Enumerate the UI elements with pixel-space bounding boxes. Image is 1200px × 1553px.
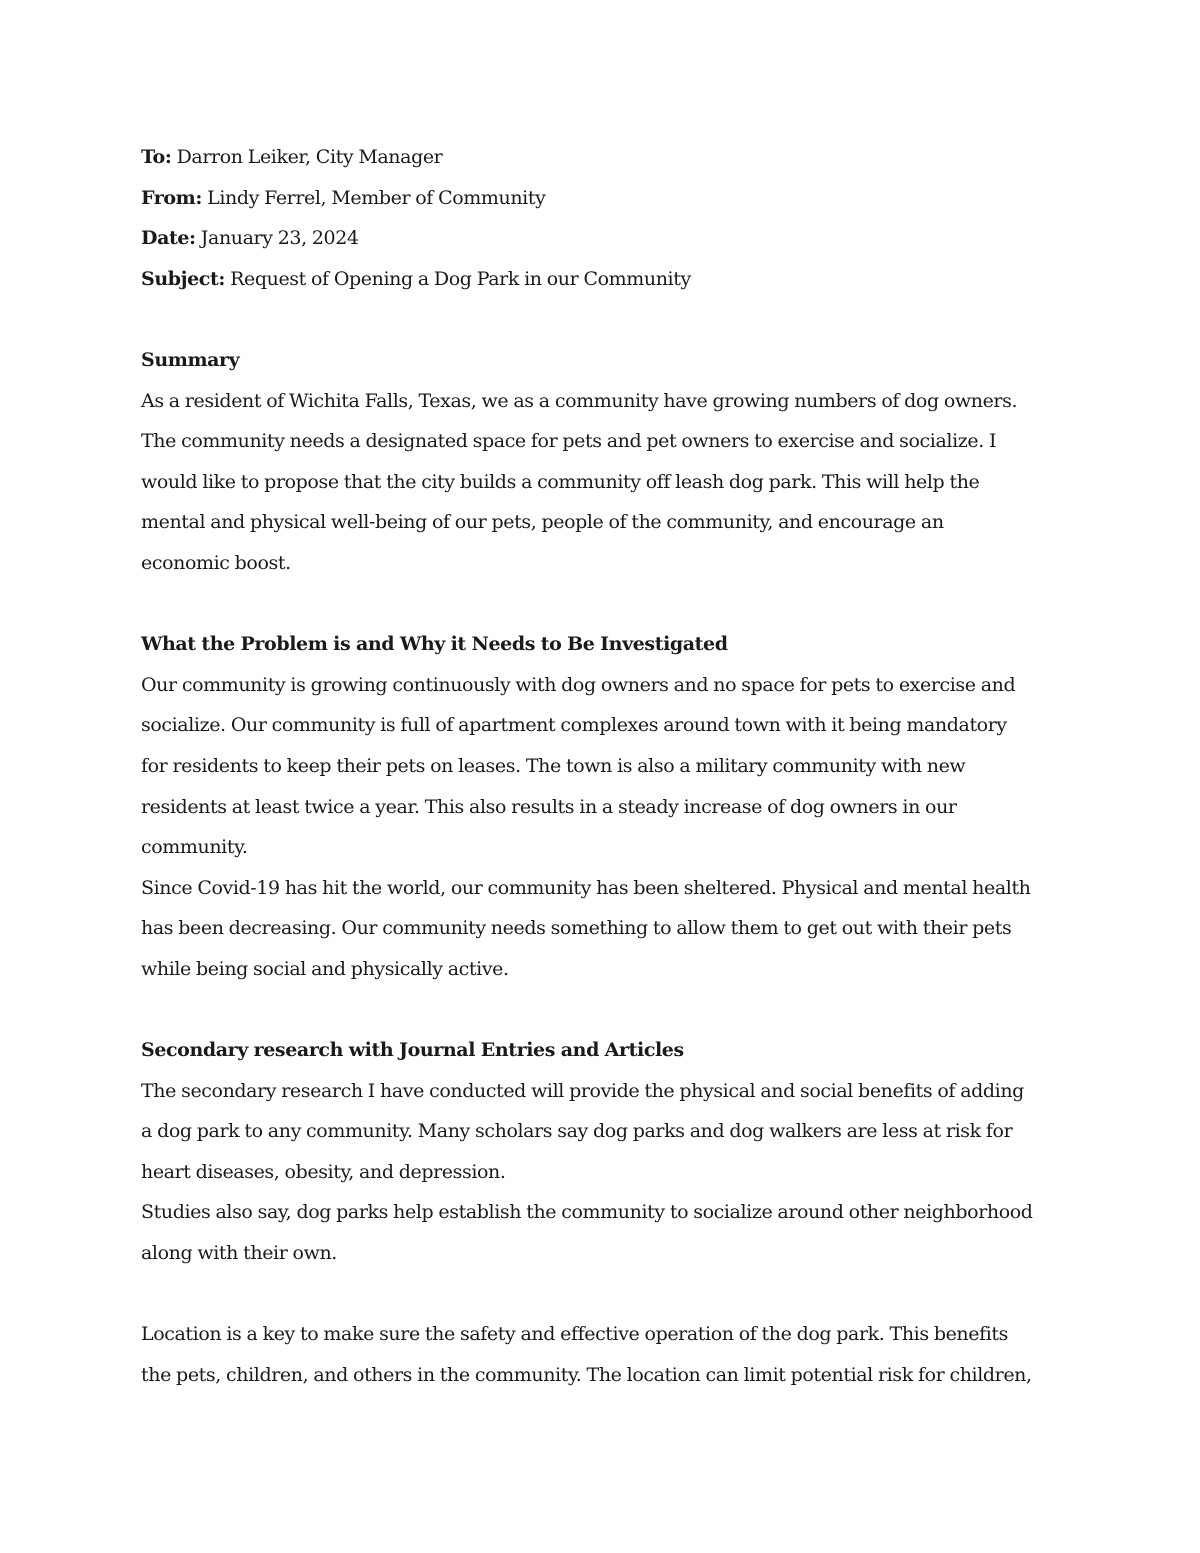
problem-line: Since Covid-19 has hit the world, our community has been sheltered. Physical and mental health	[141, 876, 1031, 899]
research-line: The secondary research I have conducted will provide the physical and social benefits of adding	[141, 1079, 1024, 1102]
spacer	[141, 584, 1071, 625]
spacer	[141, 299, 1071, 340]
summary-line: mental and physical well-being of our pets, people of the community, and encourage an	[141, 511, 944, 534]
research-line: heart diseases, obesity, and depression.	[141, 1160, 506, 1183]
location-line: Location is a key to make sure the safety and effective operation of the dog park. This benefits	[141, 1323, 1009, 1346]
subject-label: Subject:	[141, 267, 225, 290]
spacer	[141, 1274, 1071, 1315]
problem-line: residents at least twice a year. This also results in a steady increase of dog owners in our	[141, 795, 957, 818]
subject-value: Request of Opening a Dog Park in our Community	[224, 267, 691, 290]
from-value: Lindy Ferrel, Member of Community	[201, 186, 546, 209]
spacer	[141, 989, 1071, 1030]
summary-heading: Summary	[141, 348, 240, 371]
memo-from-line	[141, 178, 1071, 219]
memo-date-line	[141, 218, 1071, 259]
problem-line: community.	[141, 836, 248, 859]
summary-line: As a resident of Wichita Falls, Texas, we as a community have growing numbers of dog owners.	[141, 389, 1018, 412]
problem-line: has been decreasing. Our community needs something to allow them to get out with their pets	[141, 917, 1012, 940]
research-line: a dog park to any community. Many scholars say dog parks and dog walkers are less at risk for	[141, 1120, 1013, 1143]
research-line: along with their own.	[141, 1242, 337, 1265]
memo-to-line	[141, 137, 1071, 178]
problem-heading: What the Problem is and Why it Needs to Be Investigated	[141, 633, 728, 656]
date-label: Date:	[141, 227, 196, 250]
to-value: Darron Leiker, City Manager	[171, 146, 443, 168]
problem-line: Our community is growing continuously with dog owners and no space for pets to exercise and	[141, 673, 1016, 696]
summary-line: economic boost.	[141, 551, 291, 574]
date-value: January 23, 2024	[195, 227, 359, 250]
location-line: the pets, children, and others in the community. The location can limit potential risk for children,	[141, 1363, 1032, 1386]
research-line: Studies also say, dog parks help establish the community to socialize around other neighborhood	[141, 1201, 1033, 1224]
summary-line: would like to propose that the city builds a community off leash dog park. This will help the	[141, 470, 980, 493]
memo-subject-line	[141, 259, 1071, 300]
summary-line: The community needs a designated space for pets and pet owners to exercise and socialize. I	[141, 430, 997, 453]
problem-line: for residents to keep their pets on leases. The town is also a military community with new	[141, 754, 966, 777]
problem-line: socialize. Our community is full of apartment complexes around town with it being mandatory	[141, 714, 1007, 737]
to-label: To:	[141, 146, 172, 168]
memo-document	[141, 137, 1071, 1395]
research-heading: Secondary research with Journal Entries and Articles	[141, 1039, 684, 1062]
from-label: From:	[141, 186, 202, 209]
problem-line: while being social and physically active.	[141, 957, 509, 980]
